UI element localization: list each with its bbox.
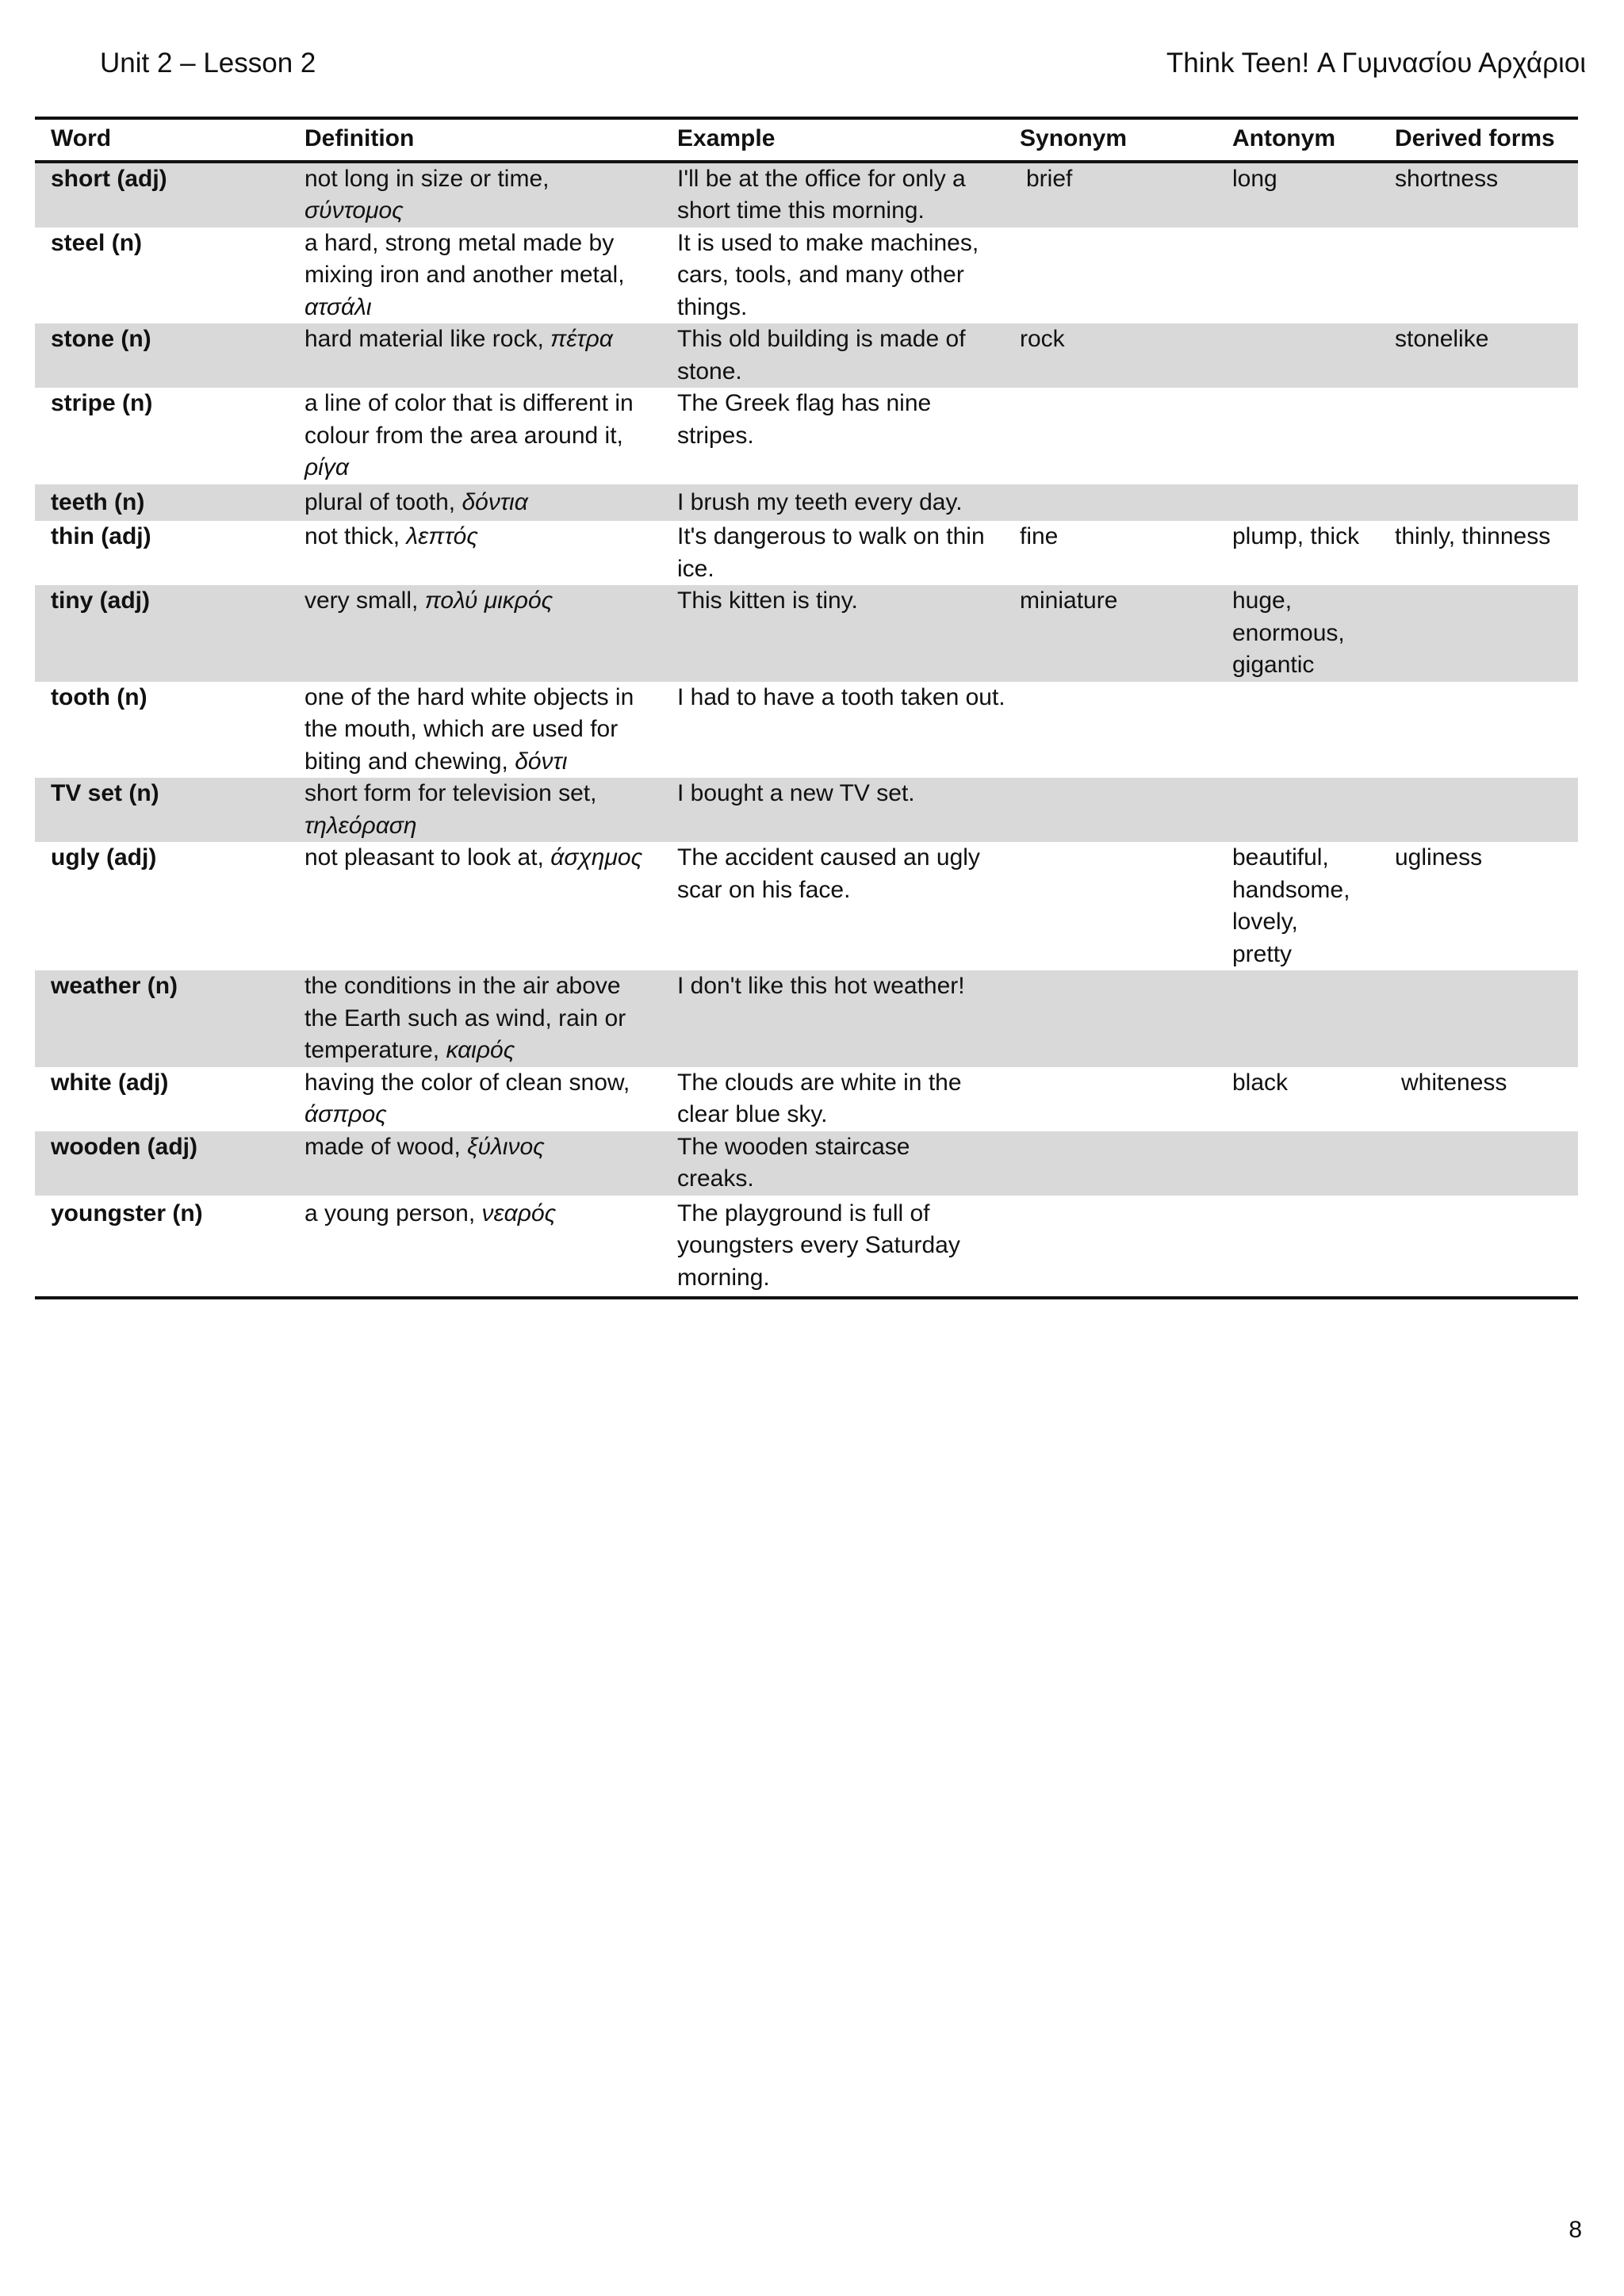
- definition-cell: [289, 778, 661, 842]
- definition-text: the conditions in the air above the Earth such as wind, rain or temperature,: [304, 973, 626, 1063]
- table-row: [35, 484, 1578, 522]
- definition-cell: [289, 162, 661, 228]
- greek-translation: ατσάλι: [304, 293, 372, 320]
- derived-forms-cell: [1379, 1131, 1578, 1196]
- synonym-cell: [1004, 484, 1216, 522]
- derived-forms-cell: [1379, 1196, 1578, 1299]
- antonym-cell: [1216, 388, 1379, 484]
- derived-forms-cell: [1379, 484, 1578, 522]
- synonym-cell: rock: [1004, 323, 1216, 388]
- table-header: [35, 118, 1578, 162]
- antonym-cell: [1216, 778, 1379, 842]
- definition-text: made of wood,: [304, 1133, 461, 1160]
- antonym-cell: [1216, 323, 1379, 388]
- derived-forms-cell: shortness: [1379, 162, 1578, 228]
- synonym-cell: [1004, 842, 1216, 970]
- header-right-title: Think Teen! Α Γυμνασίου Αρχάριοι: [1166, 48, 1586, 78]
- synonym-cell: [1004, 388, 1216, 484]
- example-cell: This old building is made of stone.: [661, 323, 1004, 388]
- greek-translation: τηλεόραση: [304, 812, 417, 839]
- derived-forms-cell: [1379, 228, 1578, 324]
- table-row: [35, 970, 1578, 1067]
- definition-text: hard material like rock,: [304, 326, 544, 352]
- definition-cell: [289, 970, 661, 1067]
- example-cell: I had to have a tooth taken out.: [677, 683, 1005, 710]
- table-row: [35, 323, 1578, 388]
- derived-forms-cell: [1379, 970, 1578, 1067]
- example-cell: I bought a new TV set.: [661, 778, 1004, 842]
- column-header-word: Word: [35, 118, 289, 162]
- table-row: [35, 1131, 1578, 1196]
- word-cell: thin (adj): [51, 523, 151, 549]
- greek-translation: λεπτός: [406, 523, 478, 549]
- table-row: [35, 521, 1578, 585]
- derived-forms-cell: whiteness: [1401, 1069, 1507, 1096]
- table-row: [35, 1067, 1578, 1131]
- antonym-cell: [1216, 682, 1379, 779]
- derived-forms-cell: ugliness: [1395, 844, 1483, 871]
- table-row: [35, 682, 1578, 779]
- word-cell: steel (n): [51, 229, 143, 256]
- antonym-cell: huge, enormous, gigantic: [1216, 585, 1379, 682]
- example-cell: It is used to make machines, cars, tools, and many other things.: [677, 229, 979, 320]
- definition-text: plural of tooth,: [304, 488, 456, 515]
- word-cell: youngster (n): [35, 1196, 289, 1299]
- word-cell: stone (n): [35, 323, 289, 388]
- definition-cell: [289, 323, 661, 388]
- synonym-cell: miniature: [1004, 585, 1216, 682]
- greek-translation: πέτρα: [550, 326, 613, 352]
- example-cell: I brush my teeth every day.: [661, 484, 1004, 522]
- greek-translation: πολύ μικρός: [424, 587, 553, 614]
- table-row: [35, 842, 1578, 970]
- definition-cell: [289, 1131, 661, 1196]
- word-cell: white (adj): [51, 1069, 169, 1096]
- synonym-cell: [1004, 970, 1216, 1067]
- table-row: [35, 162, 1578, 228]
- example-cell: The playground is full of youngsters every Saturday morning.: [661, 1196, 1004, 1299]
- word-cell: weather (n): [35, 970, 289, 1067]
- table-row: [35, 228, 1578, 324]
- word-cell: tooth (n): [51, 683, 147, 710]
- definition-text: short form for television set,: [304, 780, 597, 806]
- definition-text: having the color of clean snow,: [304, 1069, 630, 1096]
- definition-text: a hard, strong metal made by mixing iron and another metal,: [304, 229, 625, 288]
- derived-forms-cell: [1379, 585, 1578, 682]
- example-cell: The Greek flag has nine stripes.: [677, 390, 932, 449]
- table-row: [35, 778, 1578, 842]
- antonym-cell: [1216, 228, 1379, 324]
- header-left-title: Unit 2 – Lesson 2: [100, 48, 316, 78]
- column-header-derived-forms: Derived forms: [1379, 118, 1578, 162]
- antonym-cell: [1216, 484, 1379, 522]
- antonym-cell: black: [1232, 1069, 1289, 1096]
- word-cell: short (adj): [35, 162, 289, 228]
- greek-translation: καιρός: [446, 1037, 515, 1063]
- table-row: [35, 585, 1578, 682]
- example-cell: This kitten is tiny.: [661, 585, 1004, 682]
- definition-text: one of the hard white objects in the mouth, which are used for biting and chewing,: [304, 683, 634, 775]
- word-cell: stripe (n): [51, 390, 153, 416]
- synonym-cell: brief: [1004, 162, 1216, 228]
- definition-cell: [289, 1067, 661, 1131]
- greek-translation: νεαρός: [481, 1200, 557, 1226]
- definition-cell: [289, 842, 661, 970]
- antonym-cell: [1216, 1196, 1379, 1299]
- example-cell: The accident caused an ugly scar on his face.: [677, 844, 980, 903]
- definition-text: not thick,: [304, 523, 400, 549]
- table-row: [35, 1196, 1578, 1299]
- derived-forms-cell: [1379, 682, 1578, 779]
- example-cell: The wooden staircase creaks.: [661, 1131, 1004, 1196]
- definition-text: very small,: [304, 587, 419, 614]
- example-cell: I'll be at the office for only a short time this morning.: [661, 162, 1004, 228]
- column-header-definition: Definition: [289, 118, 661, 162]
- derived-forms-cell: thinly, thinness: [1395, 523, 1551, 549]
- antonym-cell: [1216, 1131, 1379, 1196]
- greek-translation: ξύλινος: [467, 1133, 545, 1160]
- synonym-cell: [1004, 1131, 1216, 1196]
- derived-forms-cell: [1379, 388, 1578, 484]
- definition-text: a young person,: [304, 1200, 476, 1226]
- synonym-cell: [1004, 1196, 1216, 1299]
- table-row: [35, 388, 1578, 484]
- definition-text: not pleasant to look at,: [304, 844, 544, 871]
- table-body: [35, 162, 1578, 1299]
- greek-translation: δόντια: [462, 488, 528, 515]
- definition-cell: [289, 585, 661, 682]
- definition-cell: [289, 228, 661, 324]
- greek-translation: σύντομος: [304, 197, 404, 224]
- column-header-example: Example: [661, 118, 1004, 162]
- definition-cell: [289, 484, 661, 522]
- table-header-row: [35, 118, 1578, 162]
- definition-cell: [289, 1196, 661, 1299]
- example-cell: I don't like this hot weather!: [661, 970, 1004, 1067]
- definition-cell: [289, 388, 661, 484]
- column-header-antonym: Antonym: [1216, 118, 1379, 162]
- word-cell: wooden (adj): [35, 1131, 289, 1196]
- antonym-cell: [1216, 970, 1379, 1067]
- definition-text: not long in size or time,: [304, 165, 550, 192]
- word-cell: TV set (n): [35, 778, 289, 842]
- antonym-cell: long: [1216, 162, 1379, 228]
- word-cell: tiny (adj): [35, 585, 289, 682]
- synonym-cell: [1004, 778, 1216, 842]
- synonym-cell: [1004, 228, 1216, 324]
- derived-forms-cell: [1379, 778, 1578, 842]
- definition-cell: [289, 682, 661, 779]
- page-number: 8: [1568, 2217, 1582, 2243]
- greek-translation: ρίγα: [304, 454, 349, 480]
- word-cell: teeth (n): [35, 484, 289, 522]
- column-header-synonym: Synonym: [1004, 118, 1216, 162]
- example-cell: The clouds are white in the clear blue sky.: [677, 1069, 962, 1127]
- definition-cell: [289, 521, 661, 585]
- greek-translation: άσχημος: [550, 844, 643, 871]
- word-cell: ugly (adj): [51, 844, 157, 871]
- synonym-cell: [1004, 1067, 1216, 1131]
- greek-translation: δόντι: [515, 748, 568, 775]
- example-cell: It's dangerous to walk on thin ice.: [677, 523, 985, 582]
- greek-translation: άσπρος: [304, 1101, 387, 1127]
- vocabulary-table: [35, 117, 1578, 1299]
- derived-forms-cell: stonelike: [1379, 323, 1578, 388]
- antonym-cell: plump, thick: [1232, 523, 1360, 549]
- antonym-cell: beautiful, handsome, lovely, pretty: [1232, 844, 1350, 967]
- definition-text: a line of color that is different in colour from the area around it,: [304, 390, 634, 449]
- synonym-cell: fine: [1020, 523, 1059, 549]
